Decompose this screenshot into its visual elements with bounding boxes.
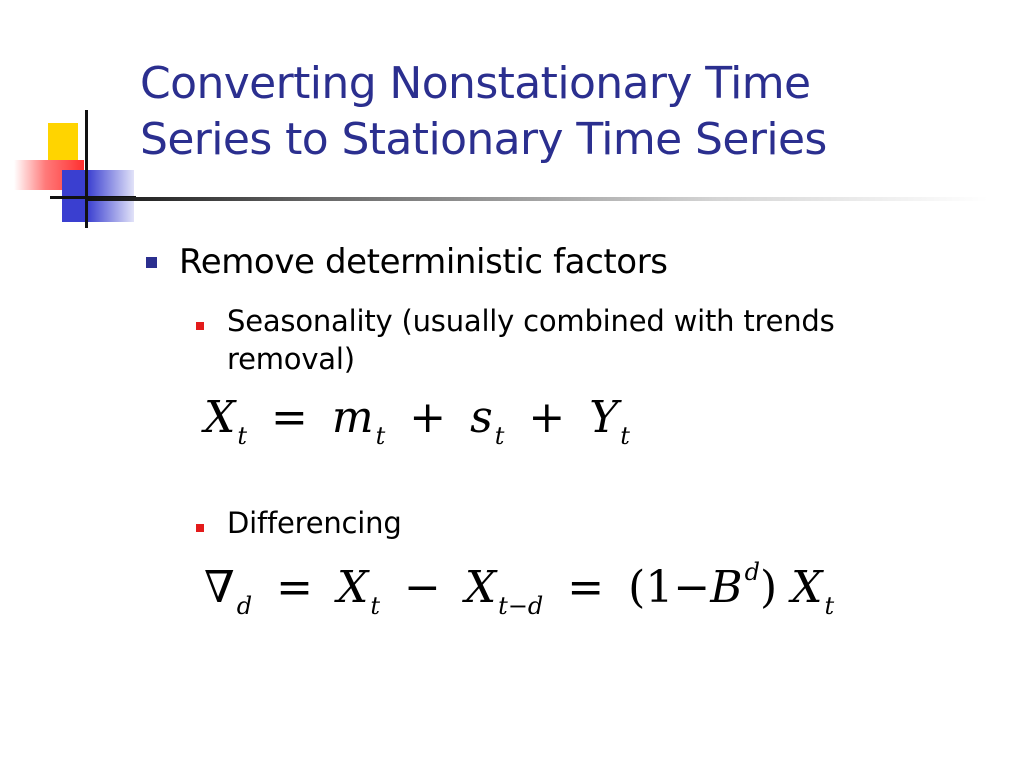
title-line-2: Series to Stationary Time Series (140, 114, 827, 165)
eq-operator: = (276, 562, 313, 613)
eq-term: Y (589, 392, 619, 443)
equation-decomposition (204, 392, 630, 450)
eq-subscript: t (375, 422, 386, 450)
sub-bullet-text (227, 302, 835, 378)
eq-subscript: t (824, 592, 835, 620)
sub-bullet-text: Differencing (227, 506, 402, 540)
logo-vertical-line (85, 110, 88, 228)
eq-subscript: t (620, 422, 630, 450)
equation-differencing (204, 558, 834, 620)
eq-subscript: t (494, 422, 505, 450)
sub-bullet-square-icon (196, 524, 204, 532)
eq-operator: + (528, 392, 566, 443)
eq-operator: = (270, 392, 308, 443)
bullet-text: Remove deterministic factors (179, 242, 668, 282)
nabla-symbol: ∇ (204, 562, 235, 613)
eq-operator: + (409, 392, 447, 443)
eq-subscript: t (237, 422, 247, 450)
bullet-remove-deterministic (146, 239, 668, 285)
eq-term: s (470, 392, 493, 443)
eq-term: (1 (628, 562, 674, 613)
eq-superscript: d (744, 558, 760, 586)
logo-yellow-square (48, 123, 78, 165)
eq-term: X (204, 392, 236, 443)
eq-operator: − (403, 562, 441, 613)
eq-term: m (331, 392, 374, 443)
title-line-1: Converting Nonstationary Time (140, 58, 811, 109)
eq-term: B (710, 562, 743, 613)
eq-operator: = (567, 562, 605, 613)
eq-subscript: d (236, 592, 253, 620)
sub-bullet-line-1: Seasonality (usually combined with trends (227, 304, 835, 338)
sub-bullet-square-icon (196, 322, 204, 330)
eq-subscript: t (370, 592, 380, 620)
eq-term: X (791, 562, 823, 613)
title-underline (88, 197, 988, 201)
eq-term: X (336, 562, 369, 613)
sub-bullet-differencing (196, 504, 402, 542)
sub-bullet-line-2: removal) (227, 342, 355, 376)
eq-term: X (464, 562, 497, 613)
bullet-square-icon (146, 257, 157, 268)
eq-term: ) (759, 562, 778, 613)
slide-title (140, 56, 827, 168)
eq-operator: − (673, 562, 711, 613)
eq-subscript: t−d (498, 592, 544, 620)
sub-bullet-seasonality (196, 302, 835, 378)
